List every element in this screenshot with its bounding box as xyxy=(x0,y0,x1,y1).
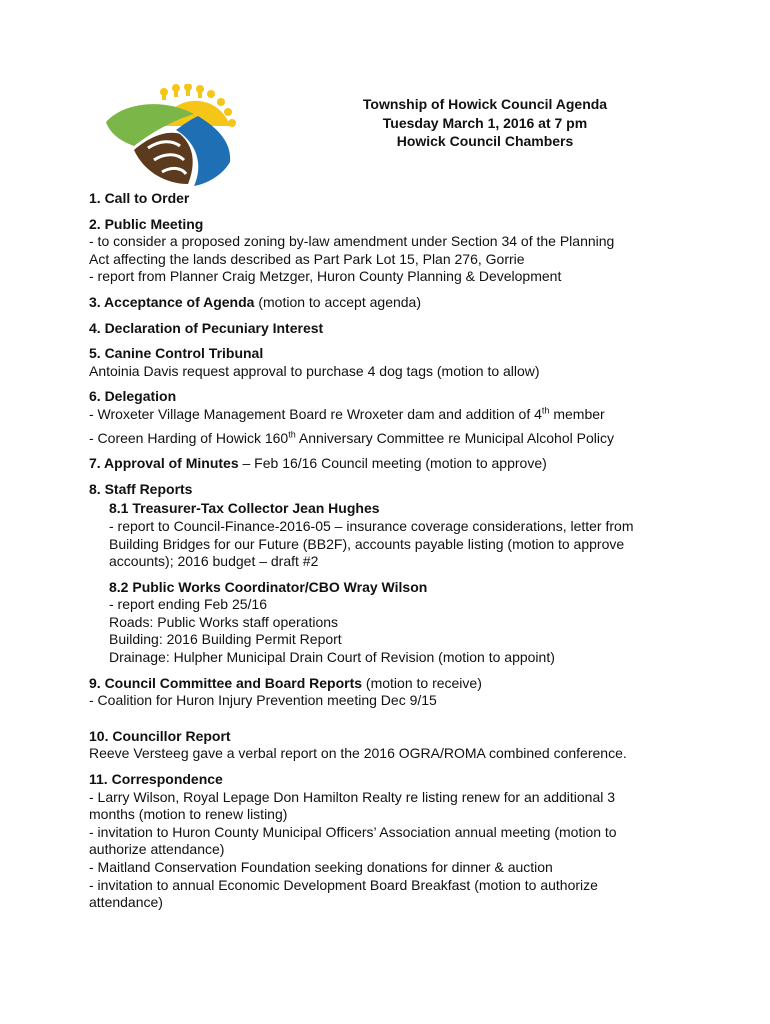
agenda-header xyxy=(300,95,670,151)
section-call-to-order xyxy=(89,190,689,208)
section-line: attendance) xyxy=(89,894,163,911)
subsection-treasurer xyxy=(109,500,689,570)
section-committee-reports xyxy=(89,675,689,710)
section-title: 10. Councillor Report xyxy=(89,727,231,744)
section-line: accounts); 2016 budget – draft #2 xyxy=(109,553,319,570)
section-title: 5. Canine Control Tribunal xyxy=(89,345,264,362)
section-line: Act affecting the lands described as Part Park Lot 15, Plan 276, Gorrie xyxy=(89,250,525,267)
section-approval-of-minutes xyxy=(89,455,689,473)
delegation-text: - Coreen Harding of Howick 160 xyxy=(89,429,289,446)
subsection-public-works xyxy=(109,579,689,667)
section-note: – Feb 16/16 Council meeting (motion to approve) xyxy=(238,455,547,472)
delegation-line xyxy=(89,406,689,424)
section-line: Roads: Public Works staff operations xyxy=(109,613,339,630)
section-correspondence xyxy=(89,771,689,912)
section-delegation xyxy=(89,388,689,447)
section-title: 6. Delegation xyxy=(89,388,177,405)
delegation-text: member xyxy=(549,405,605,422)
ordinal-suffix: th xyxy=(541,405,550,416)
section-line: - Maitland Conservation Foundation seeking donations for dinner & auction xyxy=(89,859,553,875)
section-line: - report ending Feb 25/16 xyxy=(109,596,267,613)
section-line: - Coalition for Huron Injury Prevention meeting Dec 9/15 xyxy=(89,692,437,709)
section-public-meeting xyxy=(89,216,689,286)
section-note: (motion to accept agenda) xyxy=(254,293,421,310)
section-line: Building Bridges for our Future (BB2F), accounts payable listing (motion to approve xyxy=(109,535,625,552)
section-title: 4. Declaration of Pecuniary Interest xyxy=(89,319,324,336)
section-line: Reeve Versteeg gave a verbal report on the 2016 OGRA/ROMA combined conference. xyxy=(89,745,627,762)
delegation-line xyxy=(89,430,689,448)
howick-township-logo-icon xyxy=(104,84,238,186)
delegation-text: - Wroxeter Village Management Board re Wroxeter dam and addition of 4 xyxy=(89,405,542,422)
section-canine-control xyxy=(89,345,689,380)
section-title: 1. Call to Order xyxy=(89,190,190,206)
delegation-text: Anniversary Committee re Municipal Alcohol Policy xyxy=(295,429,614,446)
subsection-title: 8.1 Treasurer-Tax Collector Jean Hughes xyxy=(109,500,380,517)
subsection-title: 8.2 Public Works Coordinator/CBO Wray Wilson xyxy=(109,578,428,595)
section-acceptance-of-agenda xyxy=(89,294,689,312)
header-title: Township of Howick Council Agenda xyxy=(362,96,608,112)
header-date: Tuesday March 1, 2016 at 7 pm xyxy=(382,114,588,131)
section-line: authorize attendance) xyxy=(89,841,225,858)
section-line: Building: 2016 Building Permit Report xyxy=(109,631,342,648)
section-title: 8. Staff Reports xyxy=(89,480,193,497)
ordinal-suffix: th xyxy=(288,428,296,439)
section-title: 9. Council Committee and Board Reports xyxy=(89,674,363,691)
section-title: 7. Approval of Minutes xyxy=(89,455,239,472)
section-line: - invitation to annual Economic Development Board Breakfast (motion to authorize xyxy=(89,876,598,893)
section-title: 3. Acceptance of Agenda xyxy=(89,293,255,310)
section-line: - report to Council-Finance-2016-05 – insurance coverage considerations, letter from xyxy=(109,517,634,534)
header-location: Howick Council Chambers xyxy=(396,133,574,149)
section-line: - to consider a proposed zoning by-law amendment under Section 34 of the Planning xyxy=(89,233,615,250)
section-line: months (motion to renew listing) xyxy=(89,806,288,823)
section-title: 11. Correspondence xyxy=(89,771,223,788)
section-line: Antoinia Davis request approval to purchase 4 dog tags (motion to allow) xyxy=(89,362,540,379)
section-line: Drainage: Hulpher Municipal Drain Court of Revision (motion to appoint) xyxy=(109,649,555,666)
section-staff-reports xyxy=(89,481,689,667)
agenda-body xyxy=(89,190,689,912)
section-line: - invitation to Huron County Municipal Officers’ Association annual meeting (motion to xyxy=(89,823,617,840)
section-title: 2. Public Meeting xyxy=(89,215,204,232)
section-line: - Larry Wilson, Royal Lepage Don Hamilton Realty re listing renew for an additional 3 xyxy=(89,788,616,805)
section-line: - report from Planner Craig Metzger, Huron County Planning & Development xyxy=(89,268,562,285)
section-pecuniary-interest xyxy=(89,320,689,338)
section-councillor-report xyxy=(89,728,689,763)
section-note: (motion to receive) xyxy=(362,674,482,691)
